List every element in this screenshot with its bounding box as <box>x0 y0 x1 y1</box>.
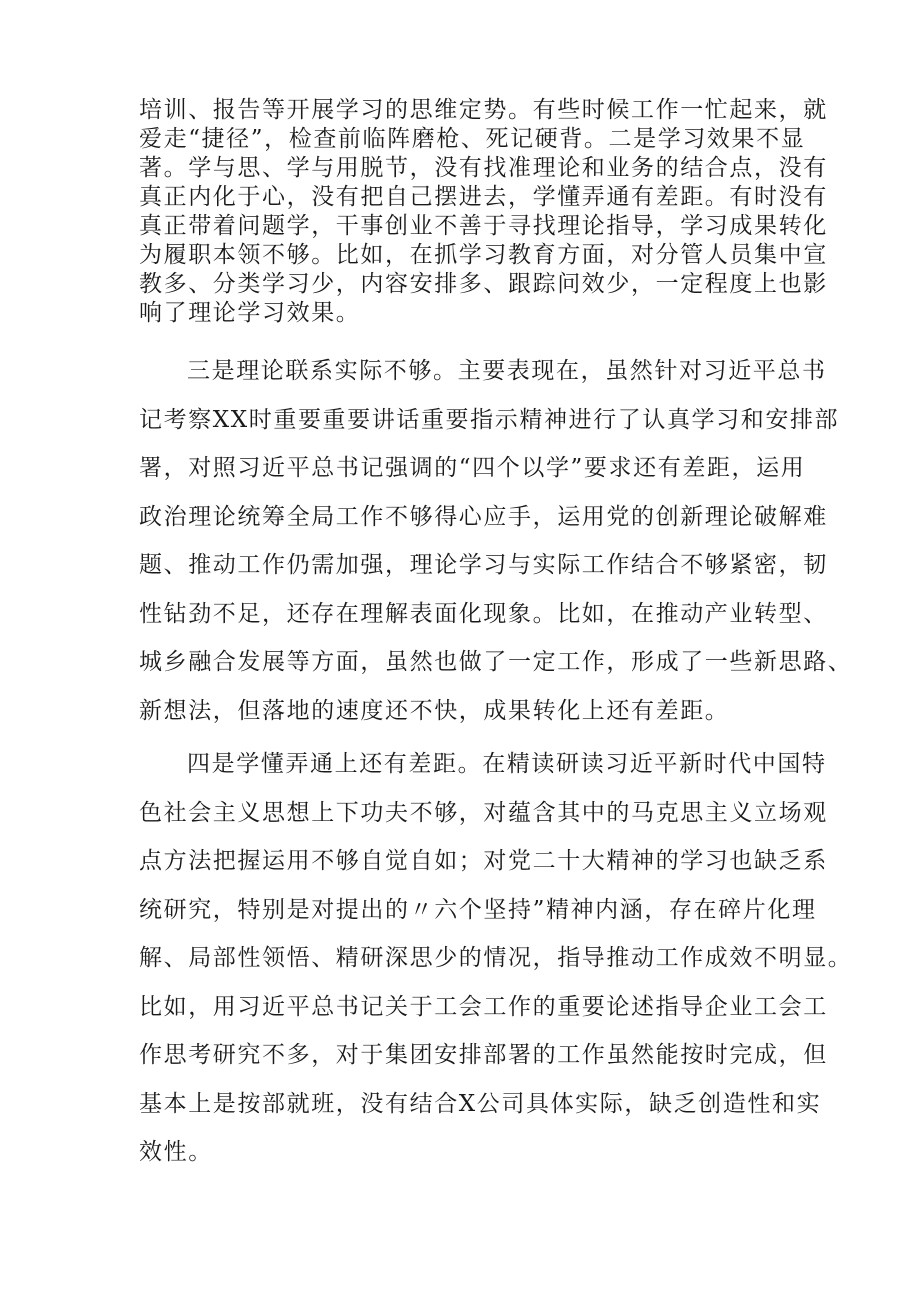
text-line: 培训、报告等开展学习的思维定势。有些时候工作一忙起来，就 <box>139 97 828 123</box>
text-line: 记考察XX时重要重要讲话重要指示精神进行了认真学习和安排部 <box>139 406 840 433</box>
text-line: 城乡融合发展等方面，虽然也做了一定工作，形成了一些新思路、 <box>139 649 853 675</box>
text-line: 著。学与思、学与用脱节，没有找准理论和业务的结合点，没有 <box>139 155 828 181</box>
text-line: 三是理论联系实际不够。主要表现在，虽然针对习近平总书 <box>187 358 827 384</box>
text-line: 效性。 <box>139 1139 213 1165</box>
text-line: 作思考研究不多，对于集团安排部署的工作虽然能按时完成，但 <box>139 1042 828 1068</box>
text-line: 新想法，但落地的速度还不快，成果转化上还有差距。 <box>139 697 730 724</box>
text-line: 真正内化于心，没有把自己摆进去，学懂弄通有差距。有时没有 <box>139 184 828 210</box>
text-line: 统研究，特别是对提出的〃六个坚持”精神内涵，存在碎片化理 <box>139 896 817 923</box>
text-line: 爱走“捷径”，检查前临阵磨枪、死记硬背。二是学习效果不显 <box>139 126 806 152</box>
text-line: 为履职本领不够。比如，在抓学习教育方面，对分管人员集中宣 <box>139 242 828 268</box>
text-line: 比如，用习近平总书记关于工会工作的重要论述指导企业工会工 <box>139 993 828 1020</box>
text-line: 色社会主义思想上下功夫不够，对蕴含其中的马克思主义立场观 <box>139 799 828 826</box>
text-line: 真正带着问题学，干事创业不善于寻找理论指导，学习成果转化 <box>139 213 828 239</box>
text-line: 署，对照习近平总书记强调的“四个以学”要求还有差距，运用 <box>139 455 806 481</box>
text-line: 解、局部性领悟、精研深思少的情况，指导推动工作成效不明显。 <box>139 945 853 971</box>
text-line: 响了理论学习效果。 <box>139 300 361 326</box>
text-line: 题、推动工作仍需加强，理论学习与实际工作结合不够紧密，韧 <box>139 552 828 578</box>
text-line: 四是学懂弄通上还有差距。在精读研读习近平新时代中国特 <box>187 751 827 777</box>
paragraph-understanding-gap <box>139 740 853 1177</box>
text-line: 点方法把握运用不够自觉自如；对党二十大精神的学习也缺乏系 <box>139 848 828 874</box>
paragraph-continuation <box>139 96 828 328</box>
text-line: 基本上是按部就班，没有结合X公司具体实际，缺乏创造性和实 <box>139 1090 822 1117</box>
text-line: 性钻劲不足，还存在理解表面化现象。比如，在推动产业转型、 <box>139 600 828 627</box>
text-line: 政治理论统筹全局工作不够得心应手，运用党的创新理论破解难 <box>139 503 828 530</box>
paragraph-theory-practice <box>139 347 853 735</box>
text-line: 教多、分类学习少，内容安排多、跟踪问效少，一定程度上也影 <box>139 271 828 297</box>
